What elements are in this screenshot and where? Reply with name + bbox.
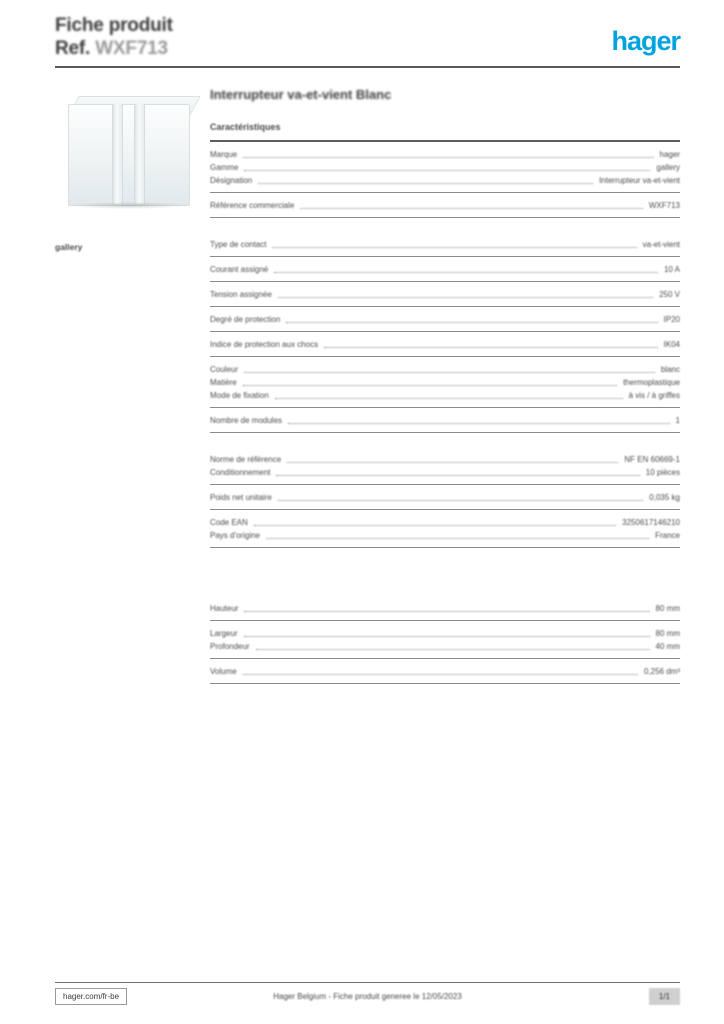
table-row — [210, 199, 680, 212]
divider — [210, 484, 680, 485]
page-title — [55, 14, 415, 60]
divider — [210, 140, 680, 142]
spec-value: France — [655, 531, 680, 540]
product-image — [55, 86, 200, 216]
spec-label: Nombre de modules — [210, 416, 283, 425]
spec-value: 10 A — [663, 265, 680, 274]
spec-value: Interrupteur va-et-vient — [599, 176, 680, 185]
table-row — [210, 466, 680, 479]
spec-group-logistics — [210, 602, 680, 684]
table-row — [210, 414, 680, 427]
leader-dots — [300, 207, 642, 209]
table-row — [210, 602, 680, 615]
divider — [210, 509, 680, 510]
spec-label: Profondeur — [210, 642, 250, 651]
table-row — [210, 313, 680, 326]
document-header — [55, 14, 680, 66]
spec-value: 10 pièces — [645, 468, 680, 477]
table-row — [210, 627, 680, 640]
website-link[interactable]: hager.com/fr-be — [55, 988, 127, 1005]
leader-dots — [276, 474, 639, 476]
divider — [210, 658, 680, 659]
spec-label: Type de contact — [210, 240, 267, 249]
brand-logo: hager — [611, 26, 680, 56]
divider — [210, 683, 680, 684]
spec-value: 250 V — [659, 290, 680, 299]
product-front-face — [68, 104, 190, 206]
spec-value: 1 — [675, 416, 680, 425]
leader-dots — [274, 271, 658, 273]
spec-value: IP20 — [663, 315, 680, 324]
table-row — [210, 640, 680, 653]
leader-dots — [254, 524, 616, 526]
spec-value: 40 mm — [655, 642, 680, 651]
leader-dots — [288, 422, 670, 424]
spec-label: Tension assignée — [210, 290, 272, 299]
table-row — [210, 491, 680, 504]
table-row — [210, 148, 680, 161]
spec-value: 0,035 kg — [649, 493, 680, 502]
spec-label: Gamme — [210, 163, 239, 172]
spec-value: 3250617146210 — [622, 518, 680, 527]
spec-label: Code EAN — [210, 518, 248, 527]
product-image-caption: gallery — [55, 242, 83, 252]
divider — [210, 256, 680, 257]
leader-dots — [278, 499, 643, 501]
spec-label: Degré de protection — [210, 315, 281, 324]
leader-dots — [244, 169, 650, 171]
spec-group-general — [210, 148, 680, 218]
table-row — [210, 238, 680, 251]
leader-dots — [324, 346, 657, 348]
spec-value: 80 mm — [655, 604, 680, 613]
spec-label: Norme de référence — [210, 455, 282, 464]
leader-dots — [243, 384, 617, 386]
leader-dots — [266, 537, 649, 539]
spec-label: Désignation — [210, 176, 253, 185]
footer-note: Hager Belgium - Fiche produit generee le 12/05/2023 — [273, 992, 462, 1001]
leader-dots — [244, 635, 650, 637]
spec-value: va-et-vient — [642, 240, 680, 249]
document-footer — [55, 988, 680, 1010]
spec-label: Indice de protection aux chocs — [210, 340, 319, 349]
spec-label: Volume — [210, 667, 237, 676]
product-groove-left — [112, 104, 123, 204]
divider — [210, 547, 680, 548]
left-column — [55, 86, 200, 252]
table-row — [210, 453, 680, 466]
spec-label: Référence commerciale — [210, 201, 295, 210]
spec-label: Conditionnement — [210, 468, 271, 477]
leader-dots — [275, 397, 623, 399]
table-row — [210, 665, 680, 678]
spec-value: WXF713 — [648, 201, 680, 210]
spec-value: gallery — [656, 163, 680, 172]
spec-value: blanc — [660, 365, 680, 374]
main-content — [210, 86, 680, 690]
spec-label: Largeur — [210, 629, 238, 638]
divider — [210, 306, 680, 307]
spec-label: Mode de fixation — [210, 391, 269, 400]
table-row — [210, 174, 680, 187]
leader-dots — [272, 246, 636, 248]
table-row — [210, 389, 680, 402]
spec-label: Marque — [210, 150, 238, 159]
leader-dots — [244, 371, 655, 373]
leader-dots — [278, 296, 653, 298]
table-row — [210, 288, 680, 301]
spec-label: Matière — [210, 378, 237, 387]
divider — [210, 217, 680, 218]
divider — [210, 620, 680, 621]
spec-value: IK04 — [663, 340, 680, 349]
spec-group-technical — [210, 238, 680, 433]
leader-dots — [287, 461, 618, 463]
spec-label: Poids net unitaire — [210, 493, 272, 502]
spec-value: 80 mm — [655, 629, 680, 638]
page-title-line1: Fiche produit — [55, 15, 173, 36]
table-row — [210, 263, 680, 276]
product-illustration — [60, 94, 195, 212]
spec-group-packaging — [210, 453, 680, 548]
divider — [210, 407, 680, 408]
leader-dots — [243, 673, 638, 675]
leader-dots — [256, 648, 650, 650]
spec-value: hager — [659, 150, 680, 159]
characteristics-subheading: Caractéristiques — [210, 122, 281, 132]
divider — [210, 356, 680, 357]
spec-value: 0,256 dm³ — [643, 667, 680, 676]
table-row — [210, 161, 680, 174]
spec-value: NF EN 60669-1 — [624, 455, 680, 464]
leader-dots — [244, 610, 649, 612]
table-row — [210, 516, 680, 529]
spec-label: Pays d'origine — [210, 531, 260, 540]
divider — [210, 432, 680, 433]
footer-divider — [55, 982, 680, 983]
header-divider — [55, 66, 680, 68]
page-number: 1/1 — [649, 988, 680, 1005]
leader-dots — [243, 156, 653, 158]
product-groove-right — [134, 104, 145, 204]
divider — [210, 192, 680, 193]
spec-value: thermoplastique — [623, 378, 680, 387]
table-row — [210, 363, 680, 376]
table-row — [210, 338, 680, 351]
spec-label: Hauteur — [210, 604, 239, 613]
spec-label: Couleur — [210, 365, 239, 374]
divider — [210, 281, 680, 282]
table-row — [210, 376, 680, 389]
table-row — [210, 529, 680, 542]
leader-dots — [286, 321, 657, 323]
divider — [210, 331, 680, 332]
product-reference: WXF713 — [95, 38, 168, 59]
page-title-line2: Ref. — [55, 38, 91, 59]
section-title: Interrupteur va-et-vient Blanc — [210, 87, 392, 102]
spec-value: à vis / à griffes — [628, 391, 680, 400]
spec-label: Courant assigné — [210, 265, 269, 274]
leader-dots — [258, 182, 593, 184]
product-shadow — [72, 202, 186, 209]
